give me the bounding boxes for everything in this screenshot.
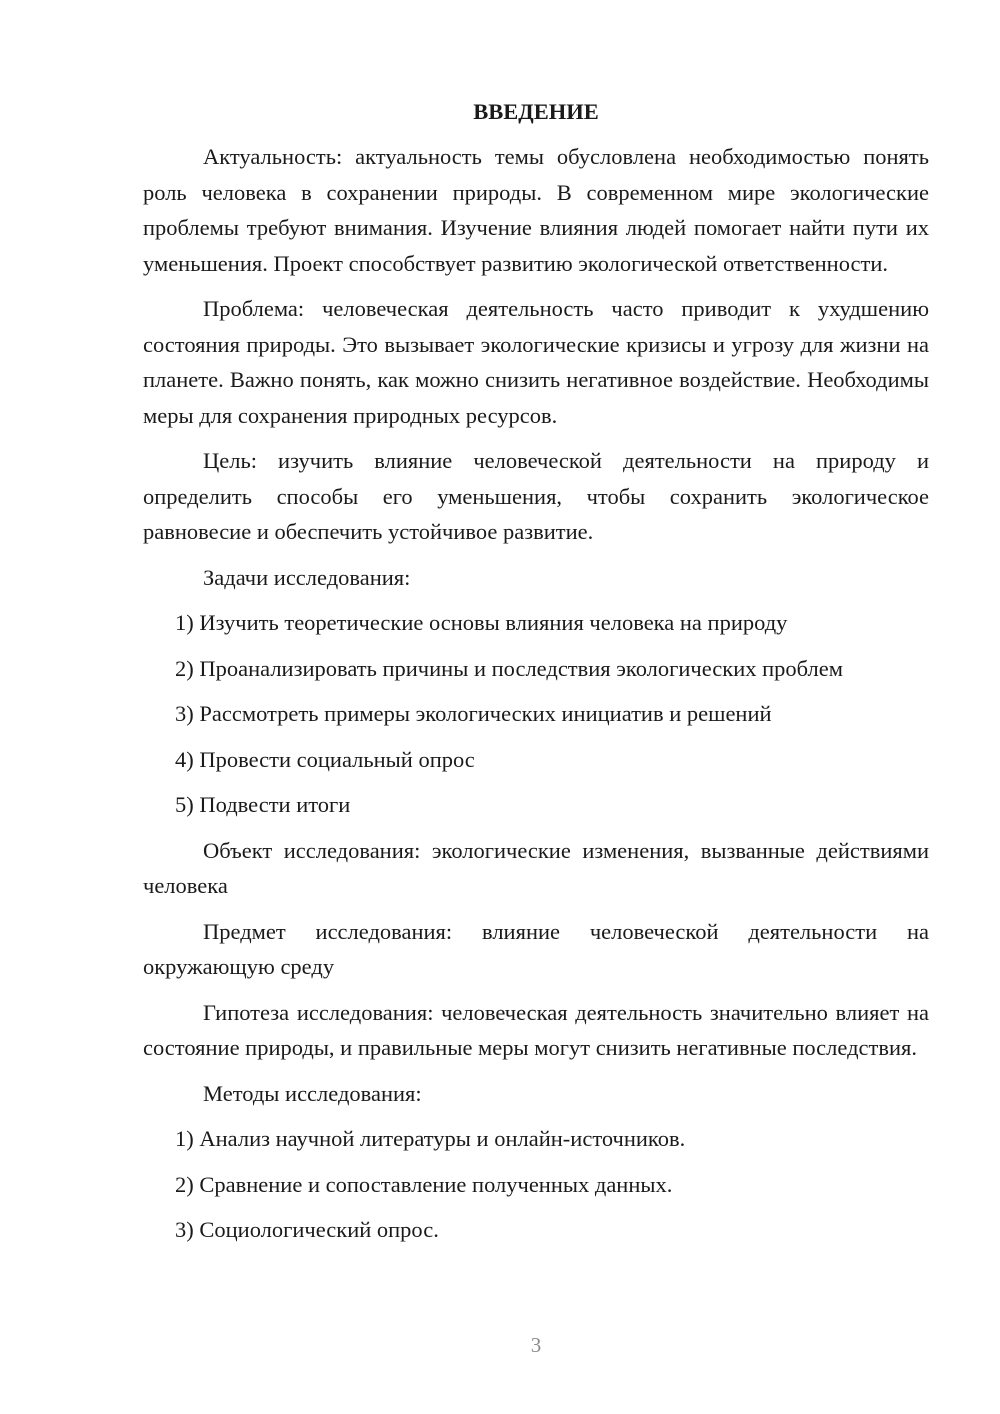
relevance-paragraph: Актуальность: актуальность темы обусловлена необходимостью понять роль человека в сохранении природы. В современном мире экологические проблемы требуют внимания. Изучение влияния людей помогает найти пути их уменьшения. Проект способствует развитию экологической ответственности. — [143, 144, 929, 276]
list-item: 1) Изучить теоретические основы влияния человека на природу — [175, 610, 788, 635]
problem-paragraph: Проблема: человеческая деятельность часто приводит к ухудшению состояния природы. Это вызывает экологические кризисы и угрозу для жизни на планете. Важно понять, как можно снизить негативное воздействие. Необходимы меры для сохранения природных ресурсов. — [143, 296, 929, 428]
page-title: ВВЕДЕНИЕ — [473, 99, 599, 124]
tasks-list — [143, 605, 929, 823]
list-item: 5) Подвести итоги — [175, 792, 351, 817]
list-item: 1) Анализ научной литературы и онлайн-источников. — [175, 1126, 686, 1151]
hypothesis-paragraph: Гипотеза исследования: человеческая деятельность значительно влияет на состояние природы, и правильные меры могут снизить негативные последствия. — [143, 999, 929, 1060]
methods-list — [143, 1121, 929, 1248]
subject-paragraph: Предмет исследования: влияние человеческой деятельности на окружающую среду — [143, 918, 929, 979]
page-content — [143, 94, 929, 1258]
list-item: 2) Проанализировать причины и последствия экологических проблем — [175, 655, 844, 681]
list-item: 3) Социологический опрос. — [175, 1217, 439, 1242]
object-paragraph: Объект исследования: экологические изменения, вызванные действиями человека — [143, 837, 929, 898]
goal-paragraph: Цель: изучить влияние человеческой деятельности на природу и определить способы его уменьшения, чтобы сохранить экологическое равновесие и обеспечить устойчивое развитие. — [143, 448, 929, 544]
methods-heading: Методы исследования: — [203, 1080, 422, 1106]
list-item: 4) Провести социальный опрос — [175, 746, 475, 772]
list-item: 3) Рассмотреть примеры экологических инициатив и решений — [175, 701, 772, 726]
page-number: 3 — [530, 1333, 542, 1357]
list-item: 2) Сравнение и сопоставление полученных данных. — [175, 1171, 673, 1197]
tasks-heading: Задачи исследования: — [203, 564, 411, 590]
